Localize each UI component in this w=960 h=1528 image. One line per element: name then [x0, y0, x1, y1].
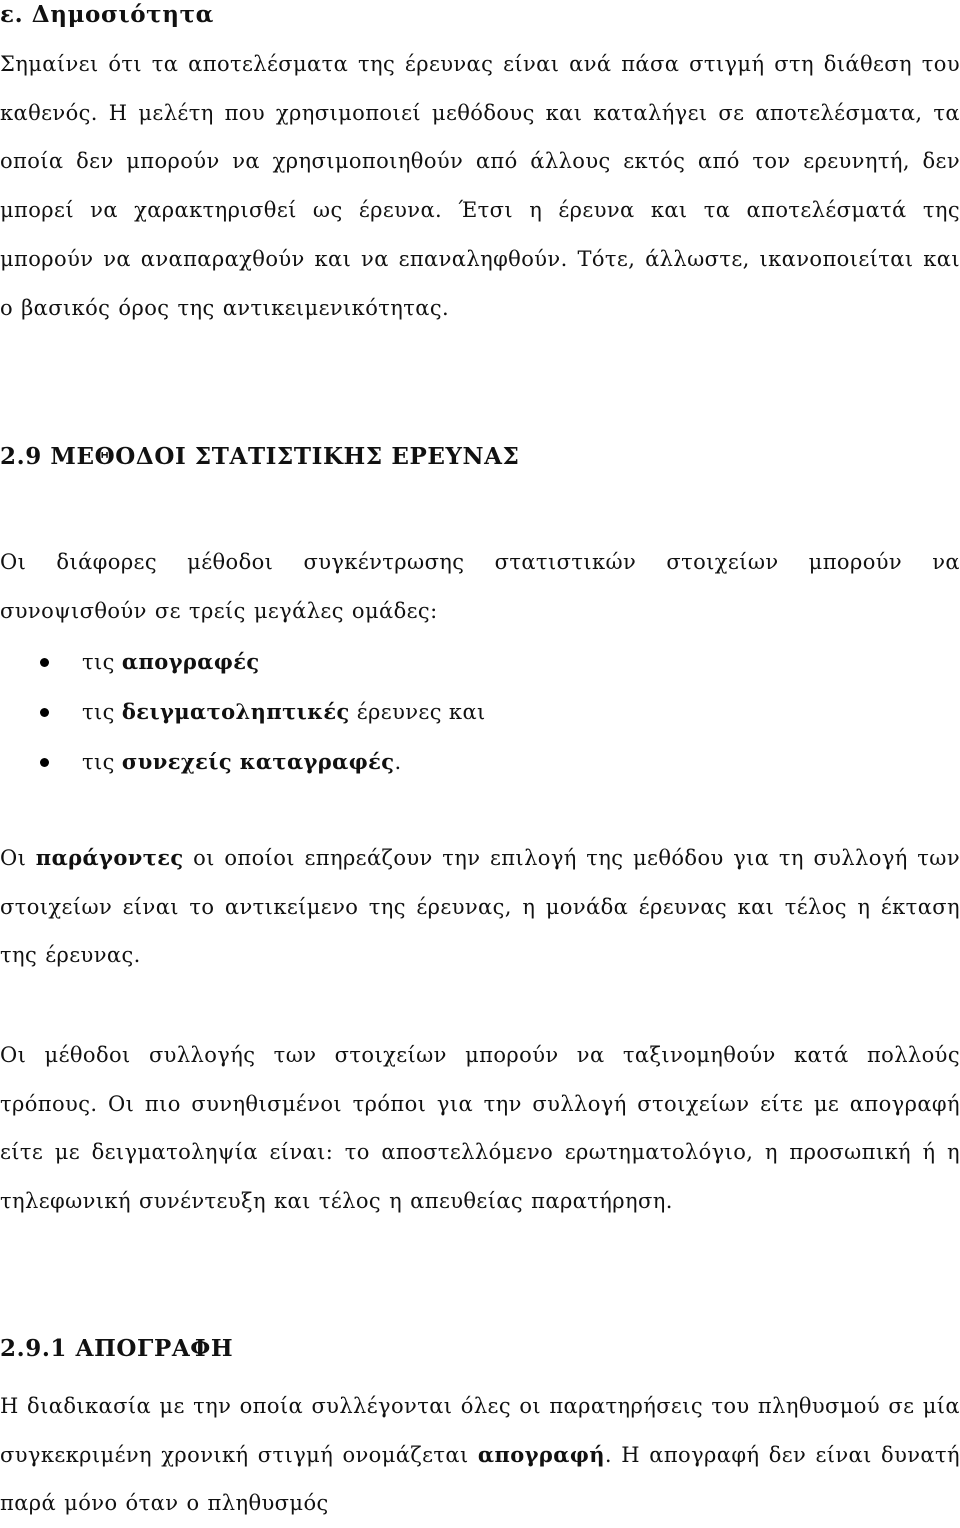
section-e-heading: ε. Δημοσιότητα	[0, 1, 214, 28]
census-text-1: Η διαδικασία με την οποία συλλέγονται όλες οι παρατηρήσεις του πληθυσμού σε μία συγκεκριμένη χρονική στιγμή ονομάζεται	[0, 1394, 960, 1467]
section-2-9	[0, 442, 960, 472]
section-e-body	[0, 40, 960, 332]
methods-list	[0, 637, 960, 787]
list-item-prefix: τις	[82, 700, 122, 724]
factors-block	[0, 834, 960, 980]
bullet-icon	[40, 658, 49, 667]
list-item	[0, 637, 960, 687]
methods-paragraph: Οι μέθοδοι συλλογής των στοιχείων μπορούν να ταξινομηθούν κατά πολλούς τρόπους. Οι πιο συνηθισμένοι τρόποι για την συλλογή στοιχείων είτε με απογραφή είτε με δειγματοληψία είναι: το αποστελλόμενο ερωτηματολόγιο, η προσωπική ή η τηλεφωνική συνέντευξη και τέλος η απευθείας παρατήρηση.	[0, 1043, 960, 1214]
list-item-bold: συνεχείς καταγραφές	[121, 749, 395, 774]
census-bold: απογραφή	[477, 1441, 605, 1467]
factors-bold: παράγοντες	[35, 845, 184, 870]
list-item-suffix: έρευνες και	[349, 700, 486, 724]
list-item	[0, 687, 960, 737]
bullet-icon	[40, 758, 49, 767]
list-item-prefix: τις	[82, 750, 122, 774]
section-2-9-intro-block	[0, 538, 960, 635]
factors-paragraph	[0, 834, 960, 980]
section-e	[0, 0, 960, 30]
list-item-bold: δειγματοληπτικές	[121, 699, 350, 724]
census-paragraph	[0, 1382, 960, 1528]
list-item-bold: απογραφές	[121, 649, 260, 674]
section-e-paragraph: Σημαίνει ότι τα αποτελέσματα της έρευνας είναι ανά πάσα στιγμή στη διάθεση του καθενός. Η μελέτη που χρησιμοποιεί μεθόδους και καταλήγει σε αποτελέσματα, τα οποία δεν μπορούν να χρησιμοποιηθούν από άλλους εκτός από τον ερευνητή, δεν μπορεί να χαρακτηρισθεί ως έρευνα. Έτσι η έρευνα και τα αποτελέσματά της μπορούν να αναπαραχθούν και να επαναληφθούν. Τότε, άλλωστε, ικανοποιείται και ο βασικός όρος της αντικειμενικότητας.	[0, 52, 960, 320]
methods-block	[0, 1031, 960, 1226]
section-2-9-1	[0, 1334, 960, 1364]
section-2-9-intro: Οι διάφορες μέθοδοι συγκέντρωσης στατιστικών στοιχείων μπορούν να συνοψισθούν σε τρείς μεγάλες ομάδες:	[0, 550, 960, 623]
census-text-2: . Η απογραφή δεν είναι δυνατή παρά μόνο όταν ο πληθυσμός	[0, 1442, 960, 1516]
factors-prefix: Οι	[0, 846, 36, 870]
list-item-prefix: τις	[82, 650, 122, 674]
section-2-9-heading: 2.9 ΜΕΘΟΔΟΙ ΣΤΑΤΙΣΤΙΚΗΣ ΕΡΕΥΝΑΣ	[0, 443, 520, 470]
census-block	[0, 1382, 960, 1528]
factors-suffix: οι οποίοι επηρεάζουν την επιλογή της μεθόδου για τη συλλογή των στοιχείων είναι το αντικείμενο της έρευνας, η μονάδα έρευνας και τέλος η έκταση της έρευνας.	[0, 846, 960, 968]
list-item-suffix: .	[394, 750, 402, 774]
list-item	[0, 737, 960, 787]
bullet-icon	[40, 708, 49, 717]
section-2-9-1-heading: 2.9.1 ΑΠΟΓΡΑΦΗ	[0, 1335, 234, 1362]
